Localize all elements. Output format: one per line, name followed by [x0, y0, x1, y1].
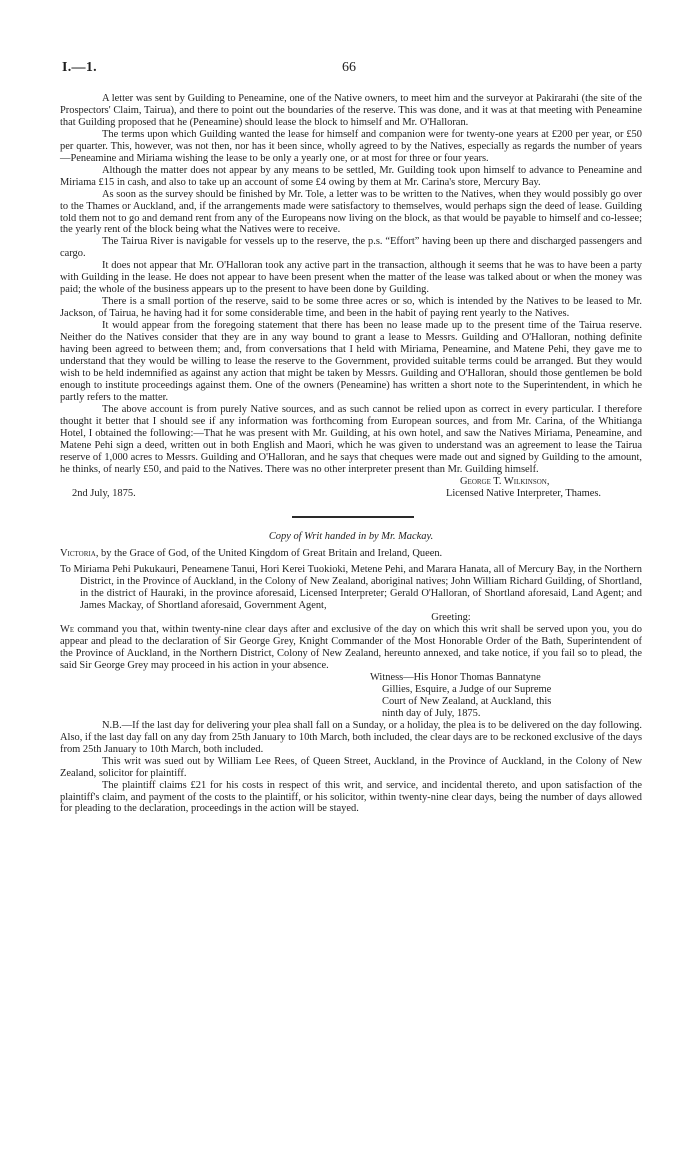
document-reference: I.—1. — [62, 60, 97, 75]
signature-name: George T. Wilkinson, — [460, 475, 550, 487]
signature-date-row — [60, 488, 642, 500]
writ-heading — [18, 548, 642, 560]
witness-line: ninth day of July, 1875. — [382, 707, 481, 719]
report-paragraph: The above account is from purely Native sources, and as such cannot be relied upon as correct in every particular. I therefore thought it better that I should see if any information was forthcoming from European sources, and from Mr. Carina, of the Whitianga Hotel, I obtained the following:—That he was present with Mr. Guilding, at his own hotel, and saw the Natives Miriama, Peneamine, and Matene Pehi sign a deed, written out in both English and Maori, which he was given to understand was an agreement to lease the Tairua reserve of 1,000 acres to Messrs. Guilding and O'Halloran, and he says that cheques were made out and signed by Guilding to the amount, he thinks, of nearly £50, and paid to the Natives. There was no other interpreter present than Mr. Guilding himself. — [60, 403, 642, 475]
writ-command-rest: command you that, within twenty-nine clear days after and exclusive of the day on which this writ shall be served upon you, you do appear and plead to the declaration of Sir George Grey, Knight Commander of the Most Honorable Order of the Bath, Superintendent of the Province of Auckland, in the Northern District, Colony of New Zealand, hereunto annexed, and take notice, if you fail so to plead, the said Sir George Grey may proceed in his action in your absence. — [60, 624, 642, 672]
writ-witness — [60, 672, 642, 720]
report-paragraph: The Tairua River is navigable for vessels up to the reserve, the p.s. “Effort” having been up there and discharged passengers and cargo. — [60, 236, 642, 260]
writ-heading-rest: , by the Grace of God, of the United Kingdom of Great Britain and Ireland, Queen. — [95, 548, 443, 560]
writ-claims: The plaintiff claims £21 for his costs in respect of this writ, and service, and incidental thereto, and upon satisfaction of the plaintiff's claim, and payment of the costs to the plaintiff, or his solicitor, within twenty-nine clear days, being the number of days allowed for pleading to the declaration, proceedings in the action will be stayed. — [60, 779, 642, 815]
report-date: 2nd July, 1875. — [72, 487, 136, 499]
writ-note: N.B.—If the last day for delivering your plea shall fall on a Sunday, or a holiday, the plea is to be delivered on the day following. Also, if the last day fall on any day from 25th January to 10th March, both included, the clear days are to be reckoned exclusive of the days from 25th January to 10th March, both included. — [60, 719, 643, 755]
writ-caption: Copy of Writ handed in by Mr. Mackay. — [268, 530, 434, 542]
witness-line: Court of New Zealand, at Auckland, this — [382, 695, 552, 707]
report-paragraph: As soon as the survey should be finished by Mr. Tole, a letter was to be written to the Natives, when they would possibly go over to the Thames or Auckland, and, if the arrangements made were satisfactory to themselves, would perhaps sign the deed of lease. Guilding told them not to go and demand rent from any of the Europeans now living on the block, as that would be payable to himself and co-lessee; the yearly rent of the block being what the Natives were to receive. — [60, 188, 642, 236]
writ-addressees: To Miriama Pehi Pukukauri, Peneamene Tanui, Hori Kerei Tuokioki, Metene Pehi, and Marara Hanata, all of Mercury Bay, in the Northern District, in the Province of Auckland, in the Colony of New Zealand, aboriginal natives; John William Richard Guilding, of Shortland, in the district of Hauraki, in the province aforesaid, Licensed Interpreter; Gerald O'Halloran, of Shortland aforesaid, Land Agent; and James Mackay, of Shortland aforesaid, Government Agent, — [60, 564, 642, 612]
writ-sued-out: This writ was sued out by William Lee Rees, of Queen Street, Auckland, in the Province of Auckland, in the Colony of New Zealand, solicitor for plaintiff. — [60, 755, 642, 779]
report-paragraph: Although the matter does not appear by any means to be settled, Mr. Guilding took upon himself to advance to Peneamine and Miriama £15 in cash, and also to take up an account of some £4 owing by them at Mr. Carina's store, Mercury Bay. — [60, 164, 642, 188]
writ-heading-victoria: Victoria — [60, 548, 96, 560]
report-body — [60, 93, 642, 476]
signature-title: Licensed Native Interpreter, Thames. — [446, 487, 602, 499]
report-paragraph: A letter was sent by Guilding to Peneamine, one of the Native owners, to meet him and the surveyor at Pakirarahi (the site of the Prospectors' Claim, Tairua), and there to point out the boundaries of the reserve. This was done, and it was at that meeting with Peneamine that Guilding proposed that he (Peneamine) should lease the block to himself and Mr. O'Halloran. — [60, 93, 642, 128]
section-divider — [292, 516, 414, 518]
report-paragraph: It does not appear that Mr. O'Halloran took any active part in the transaction, although it seems that he was to have been a party with Guilding in the lease. He does not appear to have been present when the matter of the lease was talked about or when the money was paid; the whole of the business appears up to the present to have been done by Guilding. — [60, 260, 642, 296]
writ-command-word: We — [60, 624, 75, 636]
signature-name-row — [60, 476, 642, 488]
witness-line: Witness—His Honor Thomas Bannatyne — [370, 671, 541, 683]
report-paragraph: The terms upon which Guilding wanted the lease for himself and companion were for twenty-one years at £200 per year, or £50 per quarter. This, however, was not then, nor has it been since, wholly agreed to by the Natives, especially as regards the number of years—Peneamine and Miriama wishing the lease to be only a yearly one, or at most for three or four years. — [60, 128, 642, 164]
writ-greeting: Greeting: — [431, 612, 471, 624]
report-paragraph: There is a small portion of the reserve, said to be some three acres or so, which is intended by the Natives to be leased to Mr. Jackson, of Tairua, he having had it for some considerable time, and been in the habit of paying rent yearly to the Natives. — [60, 296, 642, 320]
page-number: 66 — [342, 60, 356, 75]
writ-command — [60, 624, 642, 672]
witness-line: Gillies, Esquire, a Judge of our Supreme — [382, 683, 552, 695]
page-header — [60, 58, 642, 80]
report-paragraph: It would appear from the foregoing statement that there has been no lease made up to the present time of the Tairua reserve. Neither do the Natives consider that they are in any way bound to grant a lease to Messrs. Guilding and O'Halloran, nothing definite having been agreed to between them; and, from conversations that I held with Miriama, Peneamine, and Matene Pehi, they gave me to understand that they would be willing to lease the reserve to the Government, provided suitable terms could be arranged. But they would wish to be held indemnified as against any action that might be taken by Messrs. Guilding and O'Halloran, should those gentlemen be bold enough to institute proceedings against them. One of the owners (Peneamine) has written a short note to the Superintendent, in which he partly refers to the matter. — [60, 320, 642, 403]
